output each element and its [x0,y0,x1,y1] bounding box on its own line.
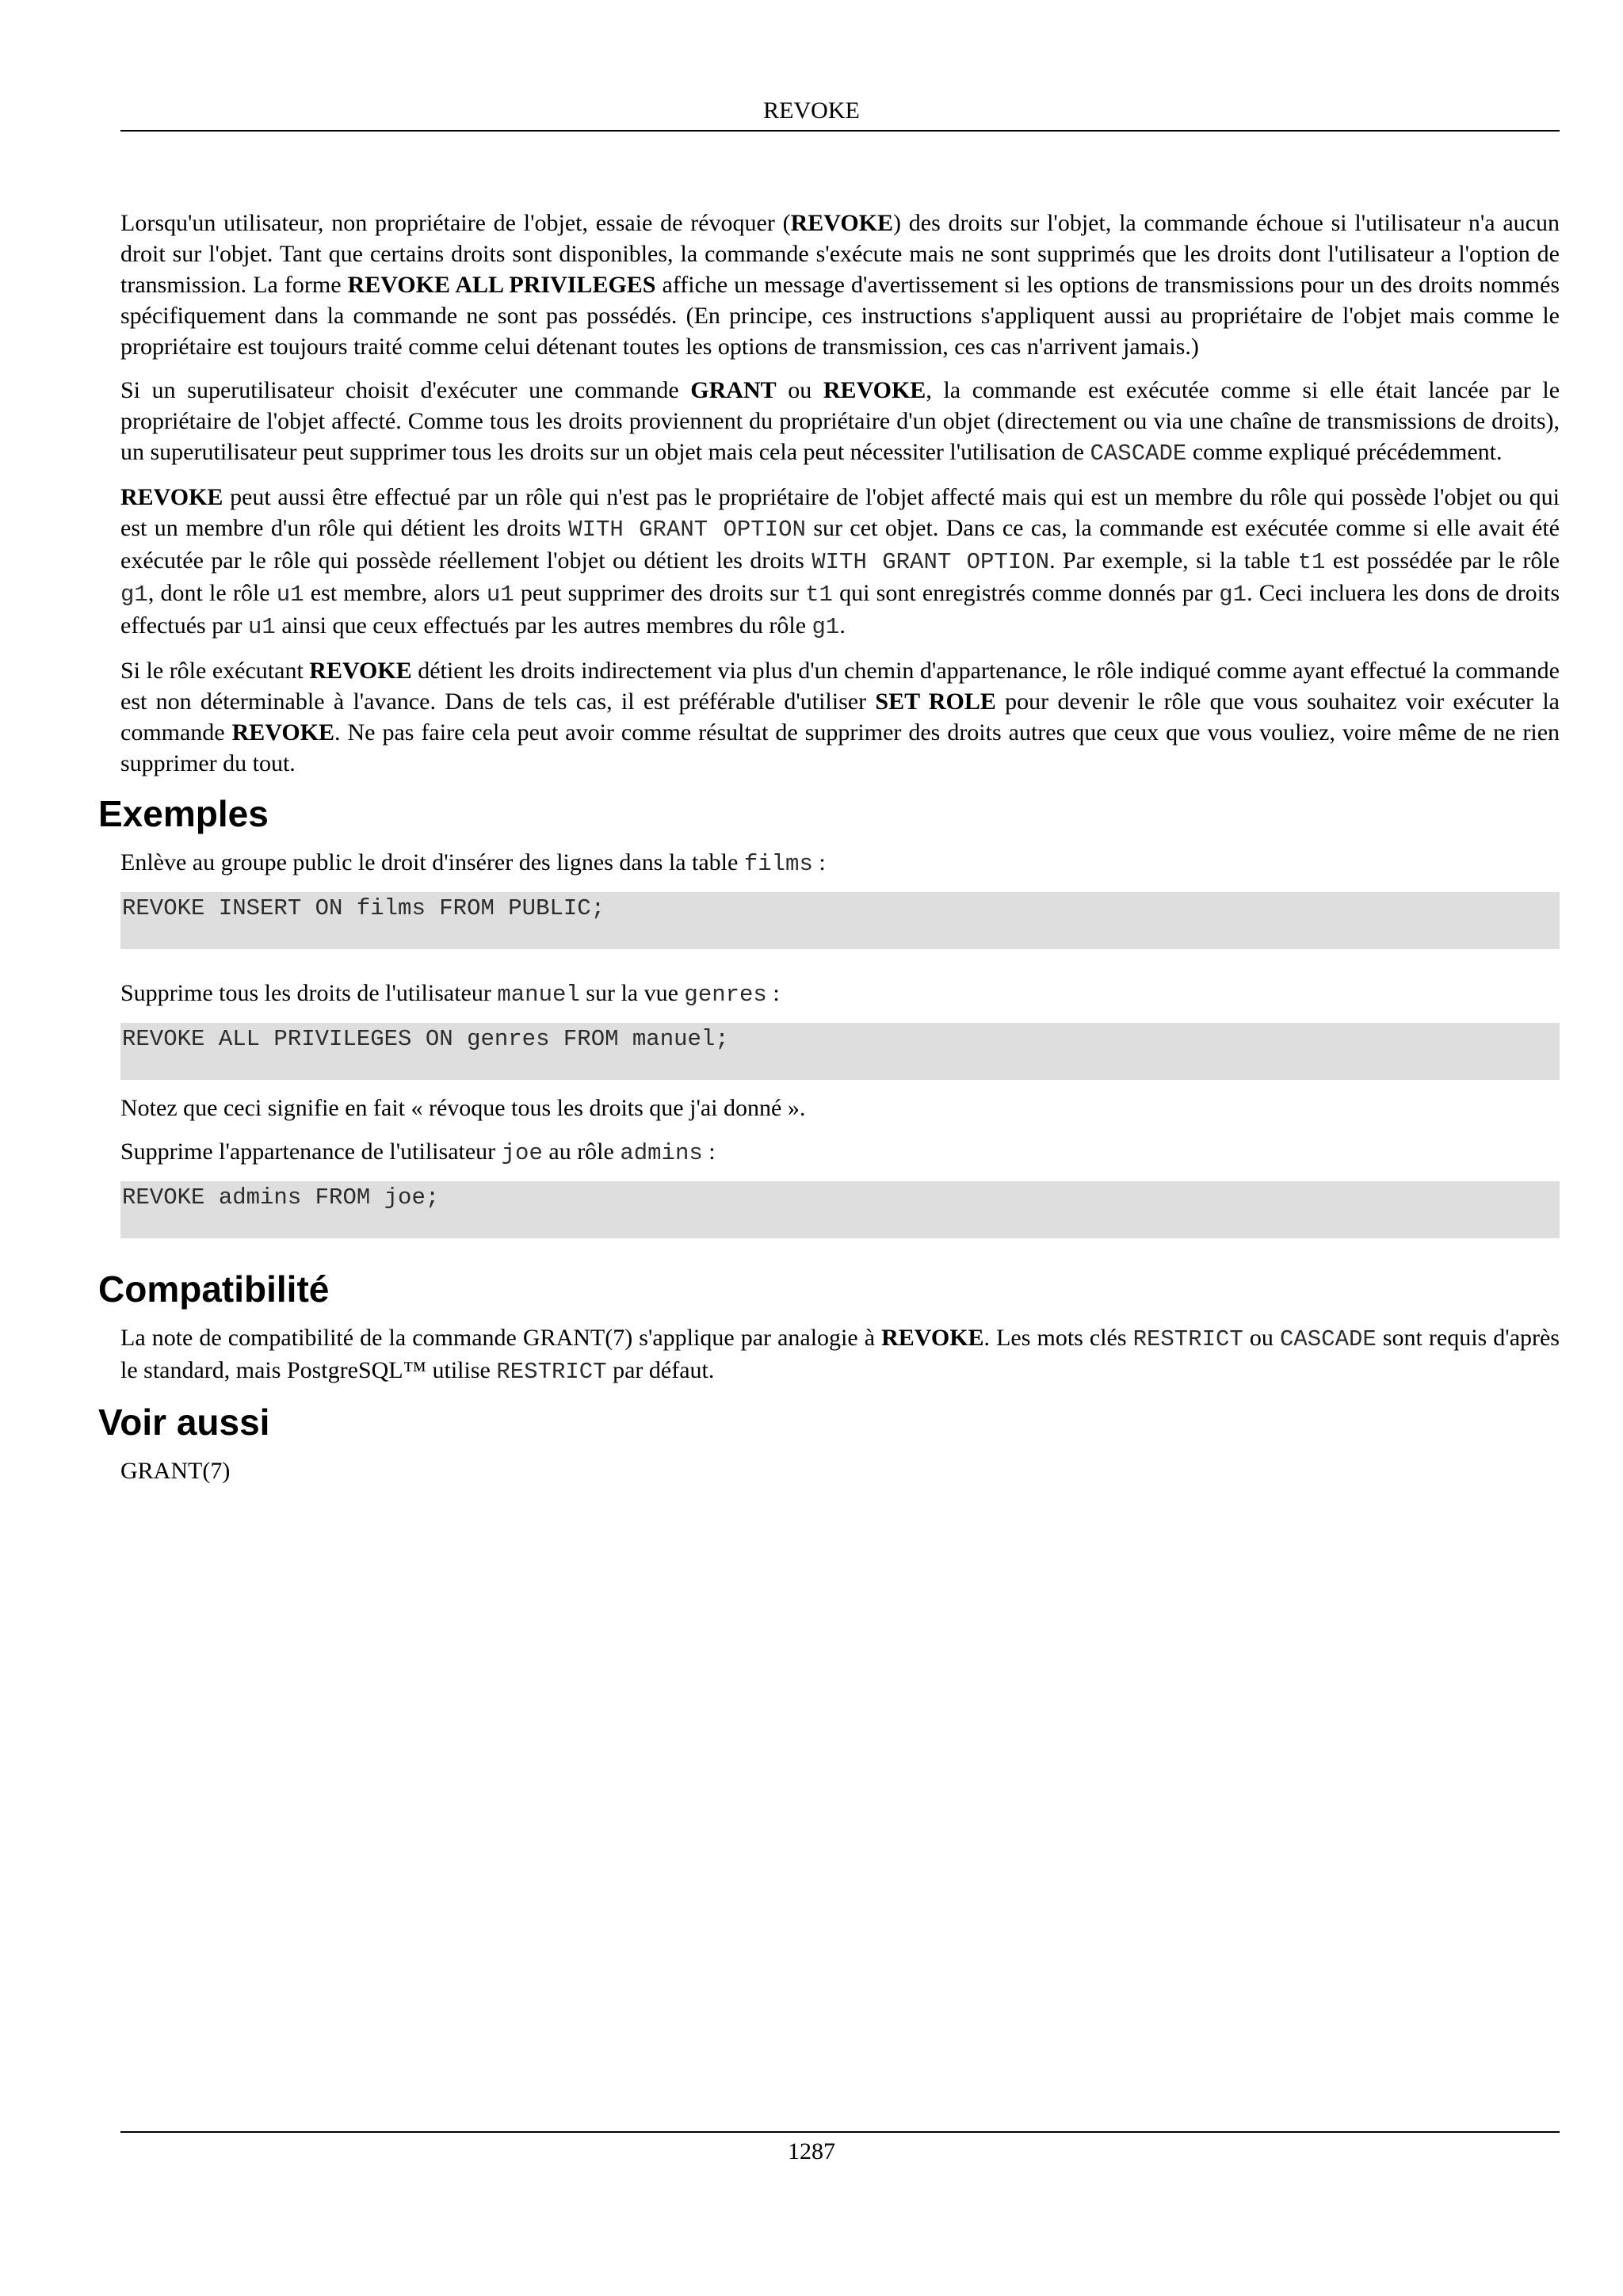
example-1-code-block: REVOKE INSERT ON films FROM PUBLIC; [120,892,1560,949]
paragraph-compatibility: La note de compatibilité de la commande GRANT(7) s'applique par analogie à REVOKE. Les mots clés RESTRICT ou CASCADE sont requis d'après le standard, mais PostgreSQL™ utilise RESTRICT par défaut. [120,1325,1560,1385]
example-3-code-block: REVOKE admins FROM joe; [120,1181,1560,1238]
page-content [98,208,1560,1499]
paragraph-superuser: Si un superutilisateur choisit d'exécuter une commande GRANT ou REVOKE, la commande est exécutée comme si elle était lancée par le propriétaire de l'objet affecté. Comme tous les droits proviennent du propriétaire d'un objet (directement ou via une chaîne de transmissions de droits), un superutilisateur peut supprimer tous les droits sur un objet mais cela peut nécessiter l'utilisation de CASCADE comme expliqué précédemment. [120,377,1560,467]
running-header: REVOKE [763,97,860,124]
header-rule [120,130,1560,132]
example-1-description: Enlève au groupe public le droit d'insérer des lignes dans la table films : [120,849,826,877]
paragraph-revoke-non-owner: Lorsqu'un utilisateur, non propriétaire de l'objet, essaie de révoquer (REVOKE) des droits sur l'objet, la commande échoue si l'utilisateur n'a aucun droit sur l'objet. Tant que certains droits sont disponibles, la commande s'exécute mais ne sont supprimés que les droits dont l'utilisateur a l'option de transmission. La forme REVOKE ALL PRIVILEGES affiche un message d'avertissement si les options de transmissions pour un des droits nommés spécifiquement dans la commande ne sont pas possédés. (En principe, ces instructions s'appliquent aussi au propriétaire de l'objet mais comme le propriétaire est toujours traité comme celui détenant toutes les options de transmission, ces cas n'arrivent jamais.) [120,210,1560,360]
example-2-code-block: REVOKE ALL PRIVILEGES ON genres FROM manuel; [120,1023,1560,1080]
section-heading-examples: Exemples [98,793,269,834]
see-also-grant-link[interactable]: GRANT(7) [120,1458,231,1484]
example-2-note: Notez que ceci signifie en fait « révoque tous les droits que j'ai donné ». [120,1095,806,1121]
example-3-description: Supprime l'appartenance de l'utilisateur joe au rôle admins : [120,1138,716,1166]
section-heading-see-also: Voir aussi [98,1402,270,1443]
paragraph-role-member: REVOKE peut aussi être effectué par un rôle qui n'est pas le propriétaire de l'objet affecté mais qui est un membre du rôle qui possède l'objet ou qui est un membre d'un rôle qui détient les droits WITH GRANT OPTION sur cet objet. Dans ce cas, la commande est exécutée comme si elle avait été exécutée par le rôle qui possède réellement l'objet ou détient les droits WITH GRANT OPTION. Par exemple, si la table t1 est possédée par le rôle g1, dont le rôle u1 est membre, alors u1 peut supprimer des droits sur t1 qui sont enregistrés comme donnés par g1. Ceci incluera les dons de droits effectués par u1 ainsi que ceux effectués par les autres membres du rôle g1. [120,484,1560,640]
section-heading-compatibility: Compatibilité [98,1268,330,1310]
paragraph-indirect-rights: Si le rôle exécutant REVOKE détient les droits indirectement via plus d'un chemin d'appartenance, le rôle indiqué comme ayant effectué la commande est non déterminable à l'avance. Dans de tels cas, il est préférable d'utiliser SET ROLE pour devenir le rôle que vous souhaitez voir exécuter la commande REVOKE. Ne pas faire cela peut avoir comme résultat de supprimer des droits autres que ceux que vous vouliez, voire même de ne rien supprimer du tout. [120,658,1560,776]
footer-rule [120,2131,1560,2133]
example-2-description: Supprime tous les droits de l'utilisateur manuel sur la vue genres : [120,980,780,1008]
page-number: 1287 [788,2138,835,2164]
